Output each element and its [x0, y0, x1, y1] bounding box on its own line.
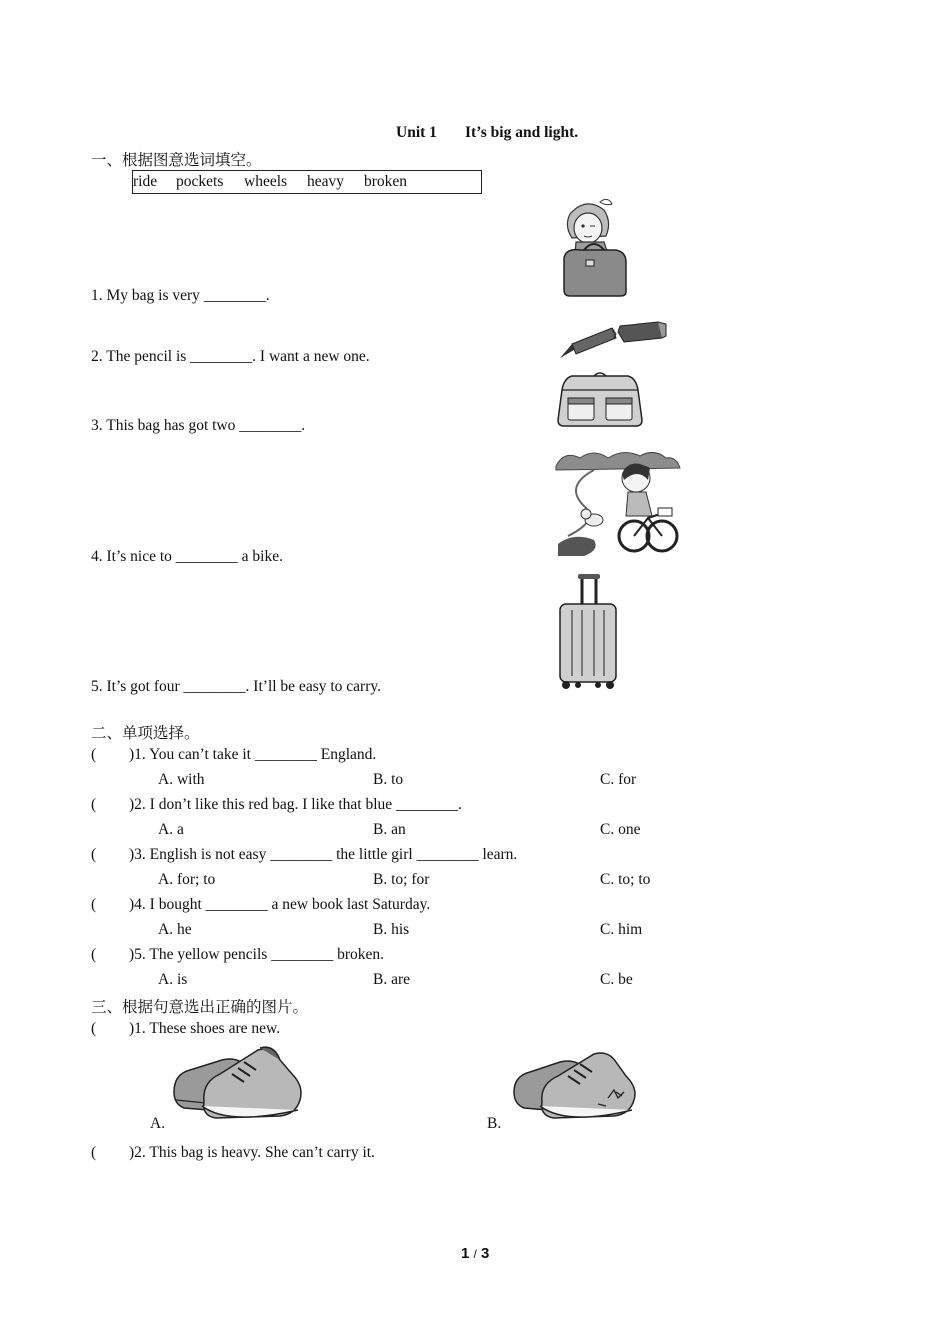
s3-q1-stem: )1. These shoes are new. — [129, 1020, 281, 1037]
s2-q1-option-c: C. for — [600, 771, 637, 788]
broken-pencil-icon — [558, 320, 668, 362]
s2-q5-bracket: ( — [91, 946, 97, 963]
s2-q3-bracket: ( — [91, 846, 97, 863]
s3-option-a-label: A. — [150, 1115, 166, 1132]
girl-riding-bike-icon — [554, 446, 682, 560]
s2-q3-option-b: B. to; for — [373, 871, 430, 888]
s3-q2-bracket: ( — [91, 1144, 97, 1161]
total-pages: 3 — [481, 1245, 490, 1262]
s2-q4-bracket: ( — [91, 896, 97, 913]
s2-q2-stem: )2. I don’t like this red bag. I like that blue ________. — [129, 796, 462, 813]
word-bank — [132, 170, 482, 194]
word-ride: ride — [133, 173, 158, 190]
s2-q3-option-c: C. to; to — [600, 871, 651, 888]
page-indicator — [461, 1245, 489, 1262]
s2-q5-option-a: A. is — [158, 971, 188, 988]
word-wheels: wheels — [244, 173, 288, 190]
s2-q3-option-a: A. for; to — [158, 871, 216, 888]
s2-q4-option-a: A. he — [158, 921, 192, 938]
page-separator: / — [473, 1247, 477, 1261]
s3-option-b-label: B. — [487, 1115, 502, 1132]
new-shoes-icon — [168, 1044, 306, 1130]
s2-q4-stem: )4. I bought ________ a new book last Saturday. — [129, 896, 431, 913]
s2-q2-option-b: B. an — [373, 821, 406, 838]
s1-item-2: 2. The pencil is ________. I want a new one. — [91, 348, 370, 365]
word-broken: broken — [364, 173, 408, 190]
page-title: It’s big and light. — [465, 124, 579, 141]
s2-q3-stem: )3. English is not easy ________ the little girl ________ learn. — [129, 846, 518, 863]
s2-q2-option-c: C. one — [600, 821, 641, 838]
suitcase-wheels-icon — [556, 574, 620, 690]
s1-item-1: 1. My bag is very ________. — [91, 287, 270, 304]
s2-q5-stem: )5. The yellow pencils ________ broken. — [129, 946, 384, 963]
s2-q4-option-b: B. his — [373, 921, 410, 938]
section2-heading: 二、单项选择。 — [91, 725, 200, 742]
s1-item-3: 3. This bag has got two ________. — [91, 417, 306, 434]
s2-q4-option-c: C. him — [600, 921, 643, 938]
s2-q2-bracket: ( — [91, 796, 97, 813]
s2-q5-option-b: B. are — [373, 971, 411, 988]
word-heavy: heavy — [307, 173, 345, 190]
s2-q1-bracket: ( — [91, 746, 97, 763]
s2-q5-option-c: C. be — [600, 971, 633, 988]
s1-item-5: 5. It’s got four ________. It’ll be easy to carry. — [91, 678, 381, 695]
section1-heading: 一、根据图意选词填空。 — [91, 152, 262, 169]
s2-q2-option-a: A. a — [158, 821, 184, 838]
word-pockets: pockets — [176, 173, 224, 190]
s2-q1-stem: )1. You can’t take it ________ England. — [129, 746, 377, 763]
s1-item-4: 4. It’s nice to ________ a bike. — [91, 548, 283, 565]
s3-q1-bracket: ( — [91, 1020, 97, 1037]
old-shoes-icon — [508, 1048, 640, 1128]
s2-q1-option-a: A. with — [158, 771, 205, 788]
s2-q1-option-b: B. to — [373, 771, 404, 788]
s3-q2-stem: )2. This bag is heavy. She can’t carry it. — [129, 1144, 375, 1161]
unit-label: Unit 1 — [396, 124, 437, 141]
section3-heading: 三、根据句意选出正确的图片。 — [91, 999, 309, 1016]
current-page: 1 — [461, 1245, 470, 1262]
girl-heavy-bag-icon — [556, 196, 636, 300]
bag-two-pockets-icon — [554, 372, 646, 430]
